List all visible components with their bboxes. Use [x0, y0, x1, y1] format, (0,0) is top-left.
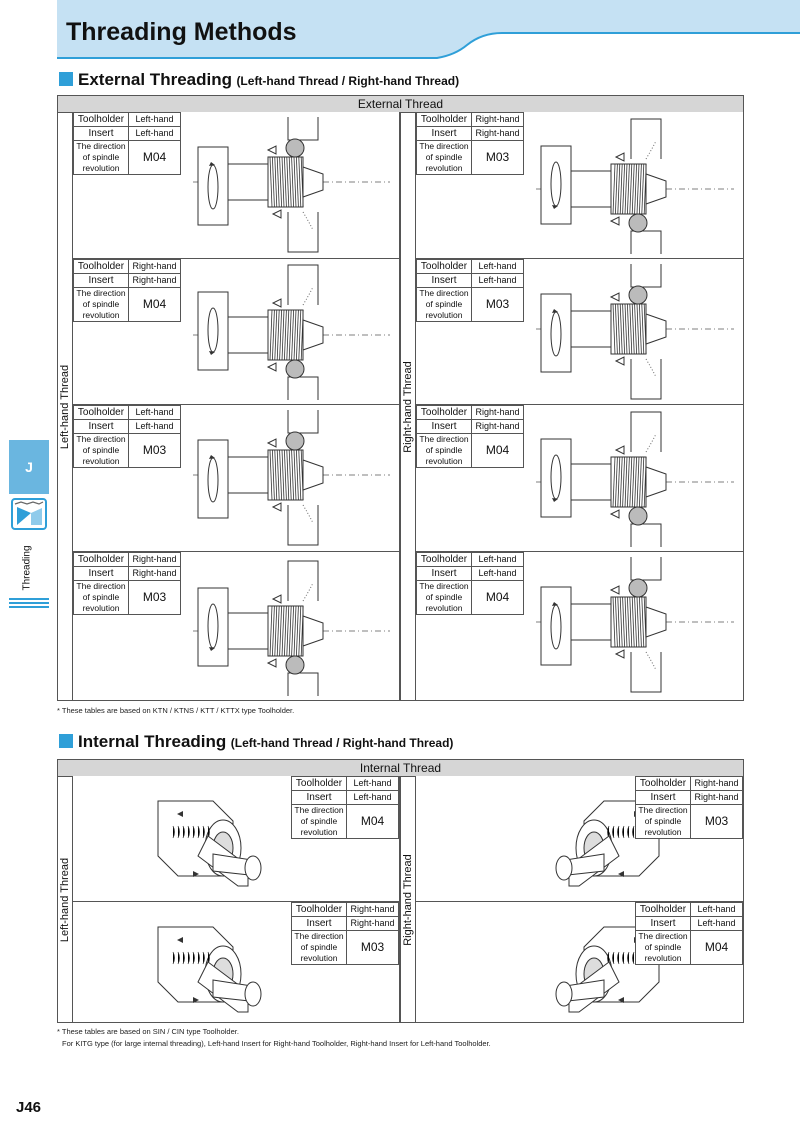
- internal-section-title: Internal Threading: [78, 732, 227, 751]
- external-cell: [416, 259, 744, 405]
- insert-label: Insert: [74, 420, 129, 434]
- direction-value: M04: [129, 141, 181, 175]
- toolholder-label: Toolholder: [74, 113, 129, 127]
- toolholder-label: Toolholder: [417, 406, 472, 420]
- internal-side-right: Right-hand Thread: [400, 776, 416, 1023]
- section-marker: [59, 734, 73, 748]
- internal-note-1: * These tables are based on SIN / CIN type Toolholder.: [57, 1027, 239, 1036]
- direction-label: The direction of spindle revolution: [292, 931, 347, 965]
- direction-label: The direction of spindle revolution: [417, 141, 472, 175]
- insert-value: Left-hand: [129, 420, 181, 434]
- insert-label: Insert: [417, 567, 472, 581]
- internal-cell: [416, 776, 744, 902]
- chapter-tab[interactable]: J: [9, 440, 49, 494]
- direction-value: M03: [129, 581, 181, 615]
- toolholder-label: Toolholder: [636, 903, 691, 917]
- toolholder-label: Toolholder: [636, 777, 691, 791]
- direction-value: M03: [129, 434, 181, 468]
- toolholder-value: Right-hand: [129, 260, 181, 274]
- toolholder-value: Right-hand: [472, 113, 524, 127]
- spec-table: [73, 112, 181, 175]
- toolholder-value: Right-hand: [691, 777, 743, 791]
- external-cell: [416, 405, 744, 552]
- toolholder-label: Toolholder: [417, 113, 472, 127]
- insert-label: Insert: [292, 917, 347, 931]
- spec-table: [416, 259, 524, 322]
- external-note: * These tables are based on KTN / KTNS / KTT / KTTX type Toolholder.: [57, 706, 295, 715]
- insert-value: Right-hand: [472, 420, 524, 434]
- page-title: Threading Methods: [66, 18, 297, 46]
- toolholder-value: Left-hand: [129, 406, 181, 420]
- insert-value: Right-hand: [129, 274, 181, 288]
- direction-value: M03: [472, 288, 524, 322]
- external-cell: [73, 112, 400, 259]
- direction-value: M03: [472, 141, 524, 175]
- direction-value: M04: [691, 931, 743, 965]
- spec-table: [291, 902, 399, 965]
- internal-section-subtitle: (Left-hand Thread / Right-hand Thread): [230, 736, 454, 750]
- internal-side-left: Left-hand Thread: [57, 776, 73, 1023]
- toolholder-value: Left-hand: [129, 113, 181, 127]
- external-table-header: External Thread: [57, 95, 744, 113]
- toolholder-label: Toolholder: [292, 777, 347, 791]
- toolholder-value: Left-hand: [347, 777, 399, 791]
- direction-value: M03: [347, 931, 399, 965]
- insert-label: Insert: [74, 567, 129, 581]
- internal-table-header: Internal Thread: [57, 759, 744, 777]
- internal-cell: [416, 902, 744, 1023]
- direction-value: M04: [472, 581, 524, 615]
- direction-value: M04: [472, 434, 524, 468]
- insert-label: Insert: [636, 917, 691, 931]
- insert-value: Right-hand: [472, 127, 524, 141]
- spec-table: [635, 776, 743, 839]
- direction-label: The direction of spindle revolution: [74, 581, 129, 615]
- spec-table: [416, 112, 524, 175]
- direction-value: M04: [129, 288, 181, 322]
- toolholder-label: Toolholder: [292, 903, 347, 917]
- insert-label: Insert: [417, 274, 472, 288]
- page-number: J46: [16, 1099, 42, 1116]
- direction-value: M03: [691, 805, 743, 839]
- direction-label: The direction of spindle revolution: [636, 805, 691, 839]
- internal-section-heading: [78, 732, 453, 752]
- direction-label: The direction of spindle revolution: [74, 288, 129, 322]
- spec-table: [73, 259, 181, 322]
- insert-label: Insert: [292, 791, 347, 805]
- toolholder-label: Toolholder: [417, 260, 472, 274]
- direction-label: The direction of spindle revolution: [417, 581, 472, 615]
- toolholder-label: Toolholder: [417, 553, 472, 567]
- spec-table: [635, 902, 743, 965]
- spec-table: [416, 552, 524, 615]
- insert-label: Insert: [636, 791, 691, 805]
- insert-label: Insert: [74, 127, 129, 141]
- insert-label: Insert: [417, 420, 472, 434]
- direction-label: The direction of spindle revolution: [74, 434, 129, 468]
- external-section-heading: [78, 70, 459, 90]
- insert-value: Right-hand: [347, 917, 399, 931]
- external-section-title: External Threading: [78, 70, 232, 89]
- toolholder-value: Left-hand: [472, 553, 524, 567]
- insert-value: Right-hand: [129, 567, 181, 581]
- spec-table: [291, 776, 399, 839]
- threading-tool-icon: [11, 498, 47, 530]
- external-cell: [416, 552, 744, 701]
- insert-value: Right-hand: [691, 791, 743, 805]
- toolholder-value: Right-hand: [472, 406, 524, 420]
- toolholder-label: Toolholder: [74, 406, 129, 420]
- insert-value: Left-hand: [472, 567, 524, 581]
- chapter-tab-label: Threading: [21, 545, 33, 591]
- insert-value: Left-hand: [347, 791, 399, 805]
- insert-value: Left-hand: [129, 127, 181, 141]
- toolholder-label: Toolholder: [74, 553, 129, 567]
- spec-table: [73, 552, 181, 615]
- direction-label: The direction of spindle revolution: [417, 288, 472, 322]
- toolholder-label: Toolholder: [74, 260, 129, 274]
- insert-value: Left-hand: [691, 917, 743, 931]
- internal-cell: [73, 776, 400, 902]
- section-marker: [59, 72, 73, 86]
- external-cell: [416, 112, 744, 259]
- direction-label: The direction of spindle revolution: [74, 141, 129, 175]
- external-cell: [73, 259, 400, 405]
- toolholder-value: Right-hand: [347, 903, 399, 917]
- external-side-right: Right-hand Thread: [400, 112, 416, 701]
- spec-table: [73, 405, 181, 468]
- internal-cell: [73, 902, 400, 1023]
- spec-table: [416, 405, 524, 468]
- external-section-subtitle: (Left-hand Thread / Right-hand Thread): [236, 74, 460, 88]
- internal-note-2: For KITG type (for large internal threading), Left-hand Insert for Right-hand Toolholder, Right-hand Insert for Left-hand Toolholder.: [62, 1039, 491, 1048]
- external-cell: [73, 405, 400, 552]
- insert-label: Insert: [74, 274, 129, 288]
- direction-label: The direction of spindle revolution: [417, 434, 472, 468]
- direction-label: The direction of spindle revolution: [292, 805, 347, 839]
- external-cell: [73, 552, 400, 701]
- toolholder-value: Left-hand: [472, 260, 524, 274]
- insert-value: Left-hand: [472, 274, 524, 288]
- toolholder-value: Left-hand: [691, 903, 743, 917]
- direction-value: M04: [347, 805, 399, 839]
- direction-label: The direction of spindle revolution: [636, 931, 691, 965]
- insert-label: Insert: [417, 127, 472, 141]
- toolholder-value: Right-hand: [129, 553, 181, 567]
- external-side-left: Left-hand Thread: [57, 112, 73, 701]
- tab-stripes: [9, 598, 49, 610]
